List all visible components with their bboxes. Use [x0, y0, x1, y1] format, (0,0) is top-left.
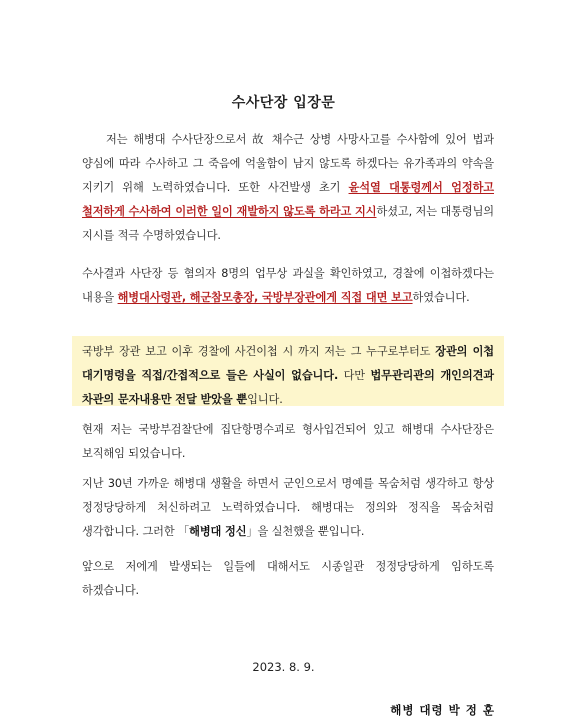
paragraph-2-text-b: 하였습니다. [412, 291, 470, 304]
paragraph-5-text-b: 」을 실천했을 뿐입니다. [246, 525, 365, 538]
paragraph-1-text-b: 하셨고, 저는 대통령님의 지시를 적극 수명하였습니다. [82, 205, 494, 242]
document-date: 2023. 8. 9. [252, 660, 315, 674]
paragraph-5-text-a: 지난 30년 가까운 해병대 생활을 하면서 군인으로서 명예를 목숨처럼 생각하고 항상 정정당당하게 처신하려고 노력하였습니다. 해병대는 정의와 정직을 목숨처럼 생각합니다. 그러한 「 [82, 477, 494, 538]
paragraph-3-text-c: 입니다. [247, 393, 283, 406]
paragraph-5-bold: 해병대 정신 [189, 525, 247, 538]
paragraph-3-text-a: 국방부 장관 보고 이후 경찰에 사건이첩 시 까지 저는 그 누구로부터도 [82, 345, 436, 358]
paragraph-2 [82, 262, 494, 310]
paragraph-1 [82, 128, 494, 248]
paragraph-3-bold-b: 법무관리관의 개인의견과 차관의 문자내용만 전달 받았을 뿐 [82, 369, 495, 406]
paragraph-3 [82, 340, 494, 412]
paragraph-3-bold-a: 장관의 이첩 대기명령을 직접/간접적으로 들은 사실이 없습니다. [82, 345, 494, 382]
signature: 해병 대령 박 정 훈 [390, 703, 495, 717]
paragraph-5 [82, 472, 494, 544]
paragraph-6: 앞으로 저에게 발생되는 일들에 대해서도 시종일관 정정당당하게 임하도록 하겠습니다. [82, 560, 494, 597]
paragraph-4: 현재 저는 국방부검찰단에 집단항명수괴로 형사입건되어 있고 해병대 수사단장은 보직해임 되었습니다. [82, 423, 494, 460]
paragraph-2-text-a: 수사결과 사단장 등 혐의자 8명의 업무상 과실을 확인하였고, 경찰에 이첩하겠다는 내용을 [82, 267, 494, 304]
paragraph-1-text-a: 저는 해병대 수사단장으로서 故 채수근 상병 사망사고를 수사함에 있어 법과 양심에 따라 수사하고 그 죽음에 억울함이 남지 않도록 하겠다는 유가족과의 약속을 지키기 위해 노력하였습니다. 또한 사건발생 초기 [82, 133, 494, 194]
paragraph-1-red-underline: 윤석열 대통령께서 엄정하고 철저하게 수사하여 이러한 일이 재발하지 않도록 하라고 지시 [82, 181, 495, 218]
document-title: 수사단장 입장문 [231, 95, 336, 111]
paragraph-2-red-underline: 해병대사령관, 해군참모총장, 국방부장관에게 직접 대면 보고 [117, 291, 413, 304]
paragraph-3-text-b: 다만 [338, 369, 371, 382]
